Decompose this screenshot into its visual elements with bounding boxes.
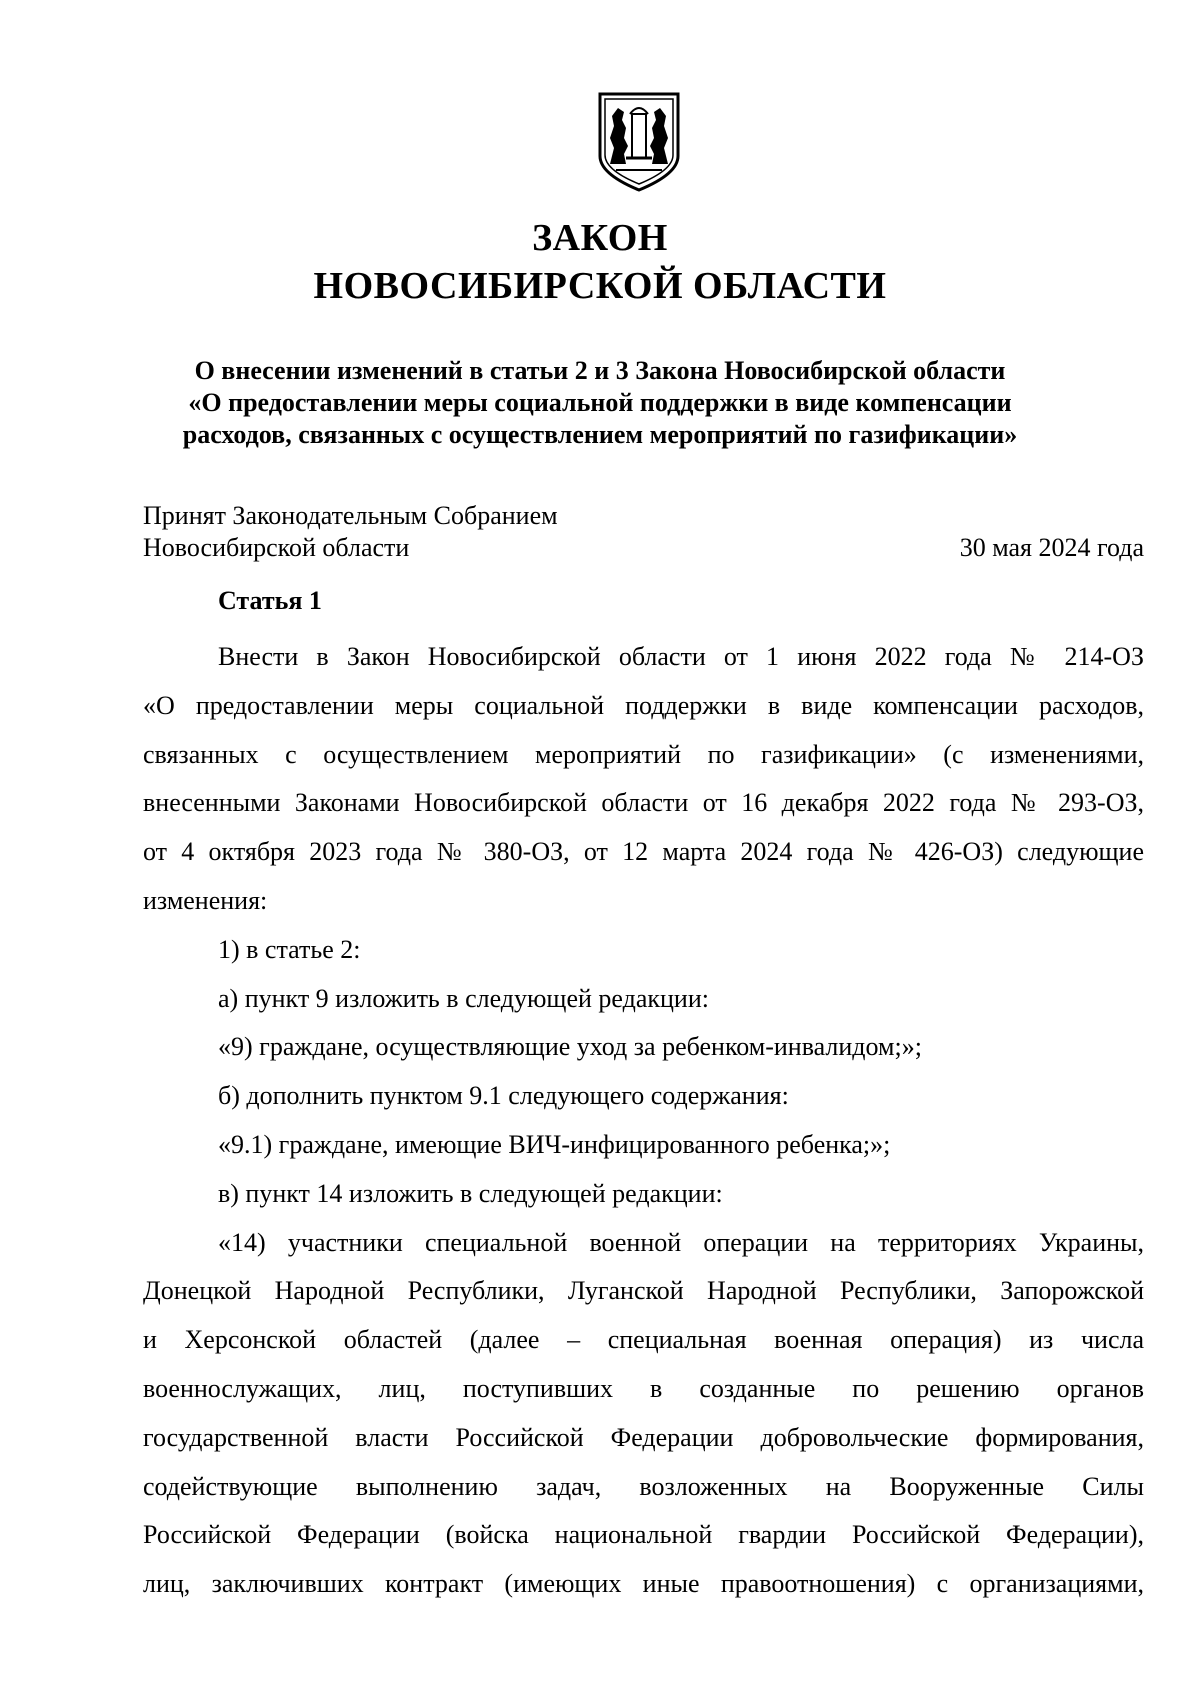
paragraph-line: лиц, заключивших контракт (имеющих иные правоотношения) с организациями, (143, 1569, 1144, 1599)
law-title: ЗАКОН (532, 217, 668, 259)
paragraph-line: Донецкой Народной Республики, Луганской Народной Республики, Запорожской (143, 1276, 1144, 1306)
adoption-authority (143, 500, 558, 564)
subject-line: расходов, связанных с осуществлением мероприятий по газификации» (182, 420, 1018, 449)
paragraph-line: Внести в Закон Новосибирской области от 1 июня 2022 года № 214-ОЗ (218, 642, 1144, 671)
adoption-date: 30 мая 2024 года (959, 533, 1144, 562)
adoption-line: Принят Законодательным Собранием (143, 501, 558, 530)
list-item: б) дополнить пунктом 9.1 следующего содержания: (218, 1081, 789, 1111)
region-title: НОВОСИБИРСКОЙ ОБЛАСТИ (313, 265, 887, 307)
article-heading: Статья 1 (218, 586, 322, 615)
coat-of-arms-icon (596, 90, 682, 194)
paragraph-line: связанных с осуществлением мероприятий по газификации» (с изменениями, (143, 739, 1144, 769)
subject-line: «О предоставлении меры социальной поддержки в виде компенсации (188, 388, 1012, 417)
list-item: в) пункт 14 изложить в следующей редакции: (218, 1178, 723, 1208)
paragraph-line: внесенными Законами Новосибирской области от 16 декабря 2022 года № 293-ОЗ, (143, 788, 1144, 818)
paragraph-line: государственной власти Российской Федерации добровольческие формирования, (143, 1422, 1144, 1452)
list-item: «9.1) граждане, имеющие ВИЧ-инфицированного ребенка;»; (218, 1129, 891, 1159)
article-body (143, 633, 1144, 1609)
paragraph-line: «О предоставлении меры социальной поддержки в виде компенсации расходов, (143, 690, 1144, 720)
paragraph-line: военнослужащих, лиц, поступивших в созданные по решению органов (143, 1373, 1144, 1403)
paragraph-line: изменения: (143, 885, 268, 915)
list-item: 1) в статье 2: (218, 934, 361, 964)
paragraph-line: от 4 октября 2023 года № 380-ОЗ, от 12 марта 2024 года № 426-ОЗ) следующие (143, 837, 1144, 867)
paragraph-line: Российской Федерации (войска национальной гвардии Российской Федерации), (143, 1520, 1144, 1550)
list-item: «9) граждане, осуществляющие уход за ребенком-инвалидом;»; (218, 1032, 922, 1062)
paragraph-line: «14) участники специальной военной операции на территориях Украины, (218, 1227, 1144, 1257)
adoption-line: Новосибирской области (143, 533, 410, 562)
paragraph-line: содействующие выполнению задач, возложенных на Вооруженные Силы (143, 1471, 1144, 1501)
list-item: а) пункт 9 изложить в следующей редакции: (218, 983, 709, 1013)
paragraph-line: и Херсонской областей (далее – специальная военная операция) из числа (143, 1325, 1144, 1355)
law-subject (130, 355, 1070, 451)
subject-line: О внесении изменений в статьи 2 и 3 Закона Новосибирской области (194, 356, 1006, 385)
